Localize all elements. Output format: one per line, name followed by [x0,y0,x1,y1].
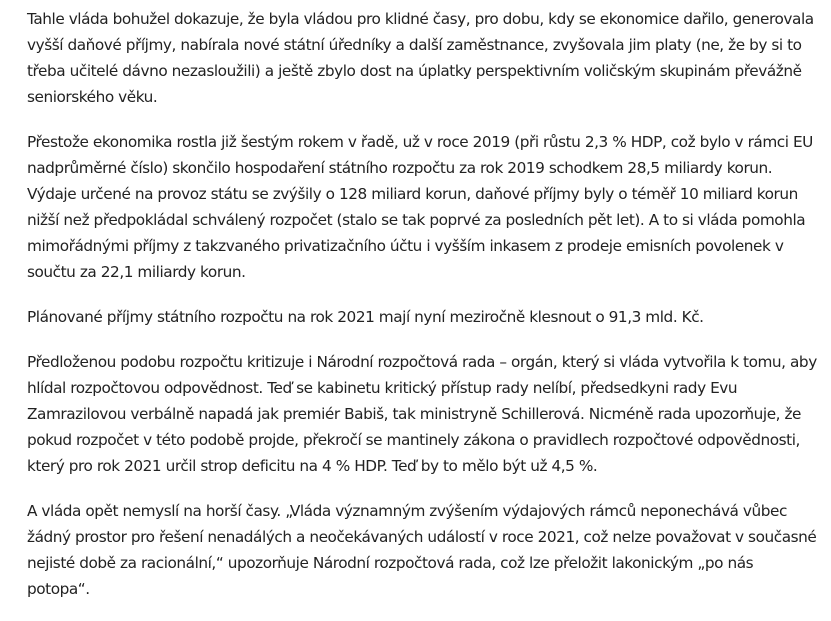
paragraph-quote: A vláda opět nemyslí na horší časy. „Vláda významným zvýšením výdajových rámců neponechává vůbec žádný prostor pro řešení nenadálých a neočekávaných událostí v roce 2021, což nelze považovat v současné nejisté době za racionální,“ upozorňuje Národní rozpočtová rada, což lze přeložit lakonickým „po nás potopa“. [27,502,817,598]
paragraph-budget-2019: Přestože ekonomika rostla již šestým rokem v řadě, už v roce 2019 (při růstu 2,3 % HDP, což bylo v rámci EU nadprůměrné číslo) skončilo hospodaření státního rozpočtu za rok 2019 schodkem 28,5 miliardy korun. Výdaje určené na provoz státu se zvýšily o 128 miliard korun, daňové příjmy byly o téměř 10 miliard korun nižší než předpokládal schválený rozpočet (stalo se tak poprvé za posledních pět let). A to si vláda pomohla mimořádnými příjmy z takzvaného privatizačního účtu i vyšším inkasem z prodeje emisních povolenek v součtu za 22,1 miliardy korun. [27,133,813,281]
paragraph-intro: Tahle vláda bohužel dokazuje, že byla vládou pro klidné časy, pro dobu, kdy se ekonomice dařilo, generovala vyšší daňové příjmy, nabírala nové státní úředníky a další zaměstnance, zvyšovala jim platy (ne, že by si to třeba učitelé dávno nezasloužili) a ještě zbylo dost na úplatky perspektivním voličským skupinám převážně seniorského věku. [27,10,814,106]
article-body [27,6,817,621]
paragraph-budget-council: Předloženou podobu rozpočtu kritizuje i Národní rozpočtová rada – orgán, který si vláda vytvořila k tomu, aby hlídal rozpočtovou odpovědnost. Teď se kabinetu kritický přístup rady nelíbí, předsedkyni rady Evu Zamrazilovou verbálně napadá jak premiér Babiš, tak ministryně Schillerová. Nicméně rada upozorňuje, že pokud rozpočet v této podobě projde, překročí se mantinely zákona o pravidlech rozpočtové odpovědnosti, který pro rok 2021 určil strop deficitu na 4 % HDP. Teď by to mělo být už 4,5 %. [27,353,817,475]
paragraph-revenue-2021: Plánované příjmy státního rozpočtu na rok 2021 mají nyní meziročně klesnout o 91,3 mld. Kč. [27,308,704,326]
